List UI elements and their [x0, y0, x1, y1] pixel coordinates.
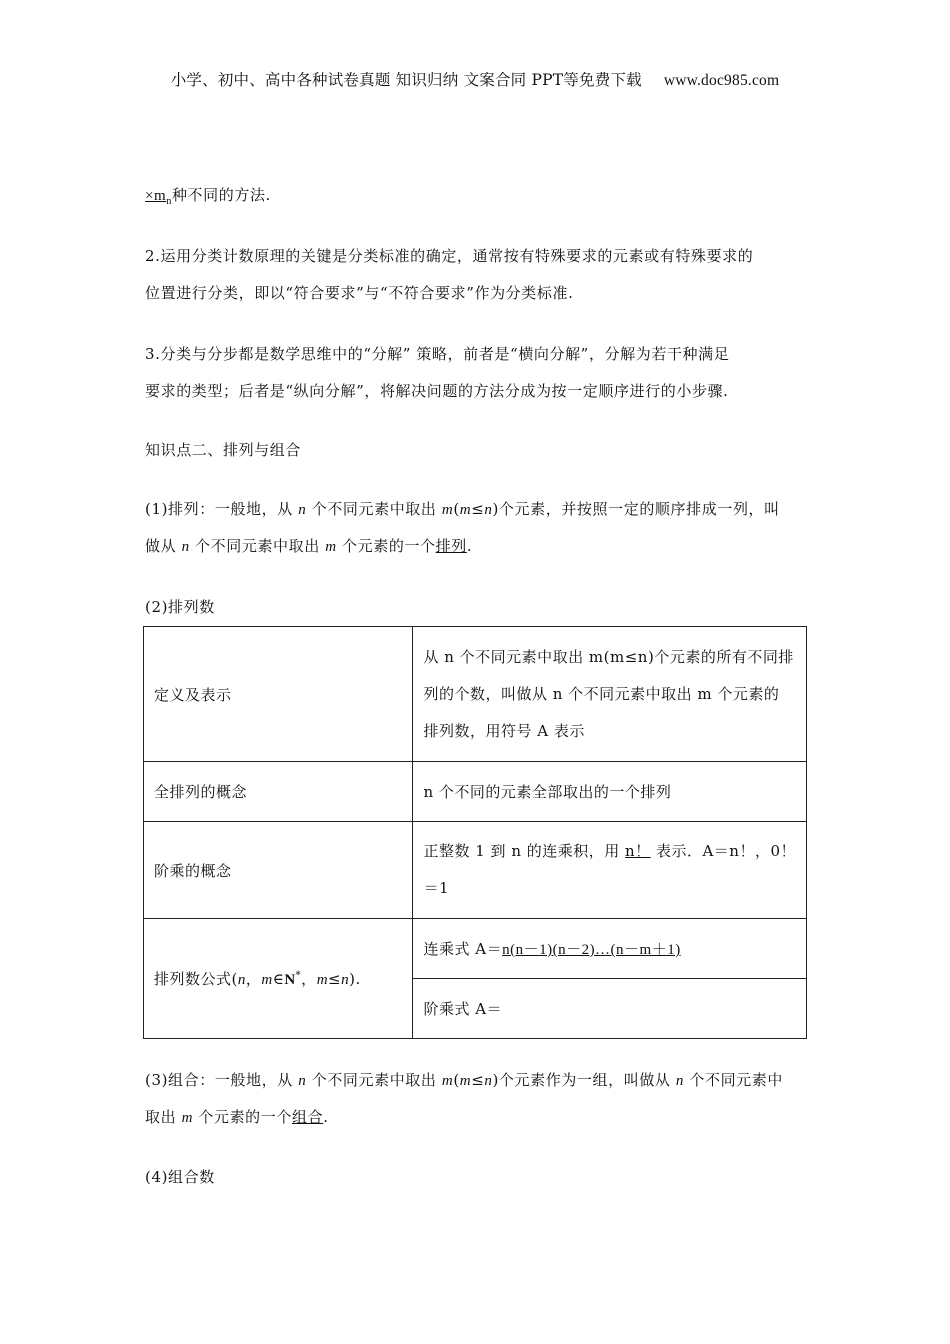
section-title: 知识点二、排列与组合: [145, 441, 302, 459]
table-row: [144, 762, 807, 822]
para2-line2: 位置进行分类，即以“符合要求”与“不符合要求”作为分类标准.: [145, 284, 574, 302]
perm-count-title: (2)排列数: [145, 598, 215, 616]
perm-def-line2: 做从 n 个不同元素中取出 m 个元素的一个排列.: [145, 537, 473, 555]
table-row: [144, 627, 807, 762]
para3-line2: 要求的类型；后者是“纵向分解”，将解决问题的方法分成为按一定顺序进行的小步骤.: [145, 382, 729, 400]
row-key-formula: 排列数公式(n，m∈N*，m≤n).: [144, 919, 413, 1039]
comb-count-title: (4)组合数: [145, 1168, 215, 1186]
header-text: 小学、初中、高中各种试卷真题 知识归纳 文案合同 PPT等免费下载: [170, 71, 642, 89]
table-row: [144, 919, 807, 979]
perm-def-line1: (1)排列：一般地，从 n 个不同元素中取出 m(m≤n)个元素，并按照一定的顺序排成一列，叫: [145, 500, 780, 518]
row-val-definition: 从 n 个不同元素中取出 m(m≤n)个元素的所有不同排 列的个数，叫做从 n 个不同元素中取出 m 个元素的 排列数，用符号 A 表示: [413, 627, 807, 762]
para2-line1: 2.运用分类计数原理的关键是分类标准的确定，通常按有特殊要求的元素或有特殊要求的: [145, 247, 754, 265]
row-val-full-permutation: n 个不同的元素全部取出的一个排列: [413, 762, 807, 822]
permutation-table: [143, 626, 807, 1039]
row-val-factorial-formula: 阶乘式 A＝: [413, 979, 807, 1039]
page-header: [0, 68, 950, 90]
term-combination: 组合: [291, 1108, 324, 1126]
para1: $\times m_n$种不同的方法.: [145, 186, 271, 207]
term-permutation: 排列: [435, 537, 467, 555]
comb-def-line2: 取出 m 个元素的一个组合.: [145, 1108, 329, 1126]
header-site: www.doc985.com: [663, 72, 780, 89]
times-m: $\times m_n$: [145, 188, 172, 207]
para3-line1: 3.分类与分步都是数学思维中的“分解” 策略，前者是“横向分解”，分解为若干种满足: [145, 345, 730, 363]
row-key-factorial: 阶乘的概念: [144, 822, 413, 919]
row-val-factorial: 正整数 1 到 n 的连乘积，用 n！ 表示．A＝n！，0！ ＝1: [413, 822, 807, 919]
row-val-product-formula: 连乘式 A＝n(n－1)(n－2)…(n－m＋1): [413, 919, 807, 979]
row-key-definition: 定义及表示: [144, 627, 413, 762]
comb-def-line1: (3)组合：一般地，从 n 个不同元素中取出 m(m≤n)个元素作为一组，叫做从 n 个不同元素中: [145, 1071, 783, 1089]
row-key-full-permutation: 全排列的概念: [144, 762, 413, 822]
table-row: [144, 822, 807, 919]
